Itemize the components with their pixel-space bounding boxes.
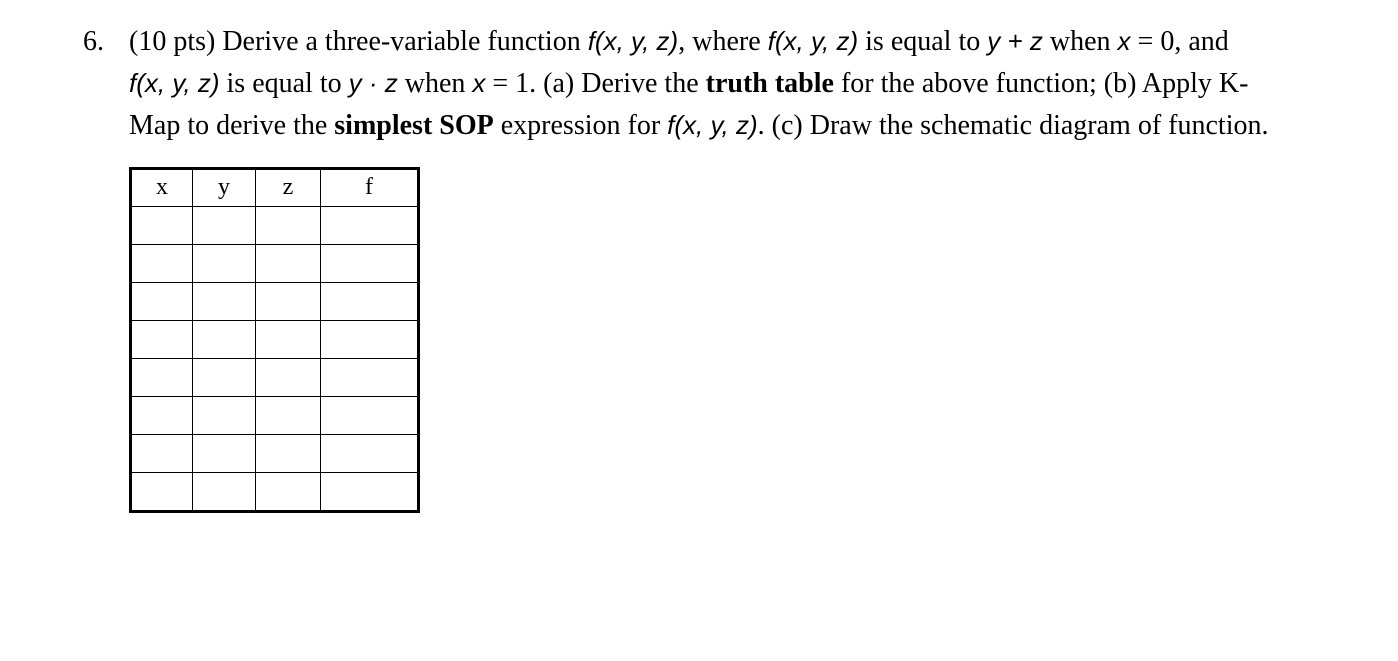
table-cell-z — [256, 321, 321, 359]
table-cell-x — [131, 435, 193, 473]
math-expression: f(x, y, z) — [587, 26, 679, 56]
math-expression: x — [1117, 26, 1131, 56]
text-run: for the above function; (b) Apply K- — [833, 68, 1249, 99]
table-cell-f — [321, 207, 419, 245]
math-expression: f(x, y, z) — [767, 26, 859, 56]
table-row — [131, 435, 419, 473]
text-run: is equal to — [219, 68, 349, 99]
column-header-y: y — [193, 169, 256, 207]
table-cell-x — [131, 473, 193, 512]
table-cell-y — [193, 397, 256, 435]
table-cell-f — [321, 321, 419, 359]
table-cell-x — [131, 321, 193, 359]
table-cell-x — [131, 359, 193, 397]
question-number: 6. — [83, 26, 104, 57]
math-expression: x — [472, 68, 486, 98]
column-header-z: z — [256, 169, 321, 207]
table-cell-x — [131, 397, 193, 435]
table-row — [131, 397, 419, 435]
table-cell-y — [193, 473, 256, 512]
table-cell-z — [256, 473, 321, 512]
table-row — [131, 473, 419, 512]
table-cell-f — [321, 397, 419, 435]
text-run: Map to derive the — [129, 110, 335, 141]
table-cell-z — [256, 359, 321, 397]
table-cell-f — [321, 359, 419, 397]
table-row — [131, 245, 419, 283]
table-cell-x — [131, 283, 193, 321]
text-run: expression for — [493, 110, 668, 141]
bold-text: truth table — [705, 68, 834, 99]
text-run: = 1. (a) Derive the — [485, 68, 706, 99]
table-cell-z — [256, 207, 321, 245]
truth-table — [129, 167, 420, 513]
math-expression: f(x, y, z) — [667, 110, 758, 140]
text-run: , where — [678, 26, 768, 57]
math-expression: f(x, y, z) — [129, 68, 220, 98]
math-expression: y + z — [987, 26, 1043, 56]
table-cell-y — [193, 435, 256, 473]
question-line-2 — [129, 66, 1248, 101]
question-line-3 — [129, 108, 1268, 143]
table-cell-z — [256, 245, 321, 283]
table-cell-z — [256, 397, 321, 435]
table-row — [131, 359, 419, 397]
bold-text: simplest SOP — [334, 110, 494, 141]
text-run: = 0, and — [1130, 26, 1229, 57]
truth-table-header-row — [131, 169, 419, 207]
table-cell-f — [321, 245, 419, 283]
text-run: when — [397, 68, 473, 99]
table-cell-y — [193, 359, 256, 397]
table-cell-y — [193, 321, 256, 359]
table-cell-f — [321, 473, 419, 512]
table-cell-y — [193, 283, 256, 321]
table-row — [131, 321, 419, 359]
column-header-f: f — [321, 169, 419, 207]
table-cell-f — [321, 435, 419, 473]
table-cell-x — [131, 207, 193, 245]
table-cell-x — [131, 245, 193, 283]
text-run: is equal to — [858, 26, 988, 57]
table-cell-y — [193, 245, 256, 283]
text-run: when — [1042, 26, 1118, 57]
table-cell-z — [256, 283, 321, 321]
truth-table-body — [131, 207, 419, 512]
question-line-1 — [83, 24, 1229, 59]
table-row — [131, 207, 419, 245]
text-run: (10 pts) Derive a three-variable function — [129, 26, 588, 57]
text-run: . (c) Draw the schematic diagram of function. — [757, 110, 1269, 141]
math-expression: y · z — [348, 68, 398, 98]
table-cell-f — [321, 283, 419, 321]
column-header-x: x — [131, 169, 193, 207]
table-cell-z — [256, 435, 321, 473]
question-line-1-text — [129, 26, 1229, 57]
table-cell-y — [193, 207, 256, 245]
table-row — [131, 283, 419, 321]
